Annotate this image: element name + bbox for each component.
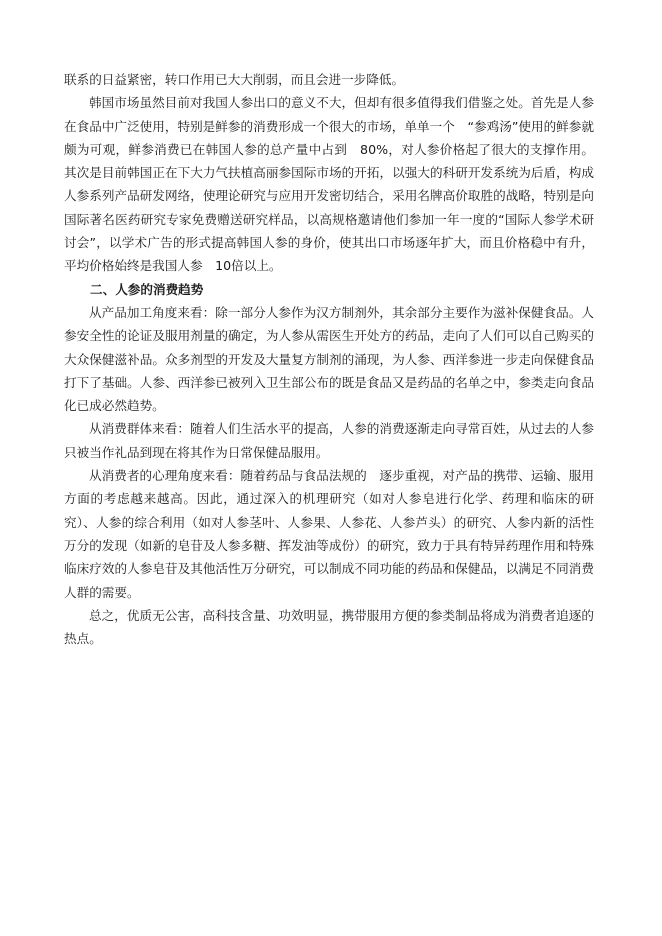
paragraph-korea-market: 韩国市场虽然目前对我国人参出口的意义不大，但却有很多值得我们借鉴之处。首先是人参在食品中广泛使用，特别是鲜参的消费形成一个很大的市场，单单一个 “参鸡汤”使用的鲜参就颇为可观，鲜参消费已在韩国人参的总产量中占到 80%，对人参价格起了很大的支撑作用。其次是目前韩国正在下大力气扶植高丽参国际市场的开拓，以强大的科研开发系统为后盾，构成人参系列产品研发网络，使理论研究与应用开发密切结合，采用名牌高价取胜的战略，特别是向国际著名医药研究专家免费赠送研究样品，以高规格邀请他们参加一年一度的“国际人参学术研讨会”，以学术广告的形式提高韩国人参的身价，使其出口市场逐年扩大，而且价格稳中有升，平均价格始终是我国人参 10倍以上。 — [64, 95, 594, 274]
paragraph-processing-angle: 从产品加工角度来看：除一部分人参作为汉方制剂外，其余部分主要作为滋补保健食品。人参安全性的论证及服用剂量的确定，为人参从需医生开处方的药品，走向了人们可以自己购买的大众保健滋补品。众多剂型的开发及大量复方制剂的涌现，为人参、西洋参进一步走向保健食品打下了基础。人参、西洋参已被列入卫生部公布的既是食品又是药品的名单之中，参类走向食品化已成必然趋势。 — [64, 304, 594, 414]
paragraph-consumer-psychology: 从消费者的心理角度来看：随着药品与食品法规的 逐步重视，对产品的携带、运输、服用方面的考虑越来越高。因此，通过深入的机理研究（如对人参皂进行化学、药理和临床的研究）、人参的综合利用（如对人参茎叶、人参果、人参花、人参芦头）的研究、人参内新的活性万分的发现（如新的皂苷及人参多糖、挥发油等成份）的研究，致力于具有特异药理作用和特殊临床疗效的人参皂苷及其他活性万分研究，可以制成不同功能的药品和保健品，以满足不同消费人群的需要。 — [64, 468, 594, 600]
paragraph-consumer-group: 从消费群体来看：随着人们生活水平的提高，人参的消费逐渐走向寻常百姓，从过去的人参只被当作礼品到现在将其作为日常保健品服用。 — [64, 421, 594, 460]
paragraph-conclusion: 总之，优质无公害，高科技含量、功效明显，携带服用方便的参类制品将成为消费者追逐的热点。 — [64, 607, 594, 647]
section-heading: 二、人参的消费趋势 — [90, 281, 204, 297]
paragraph-continuation: 联系的日益紧密，转口作用已大大削弱，而且会进一步降低。 — [64, 72, 405, 87]
document-page — [64, 68, 594, 650]
